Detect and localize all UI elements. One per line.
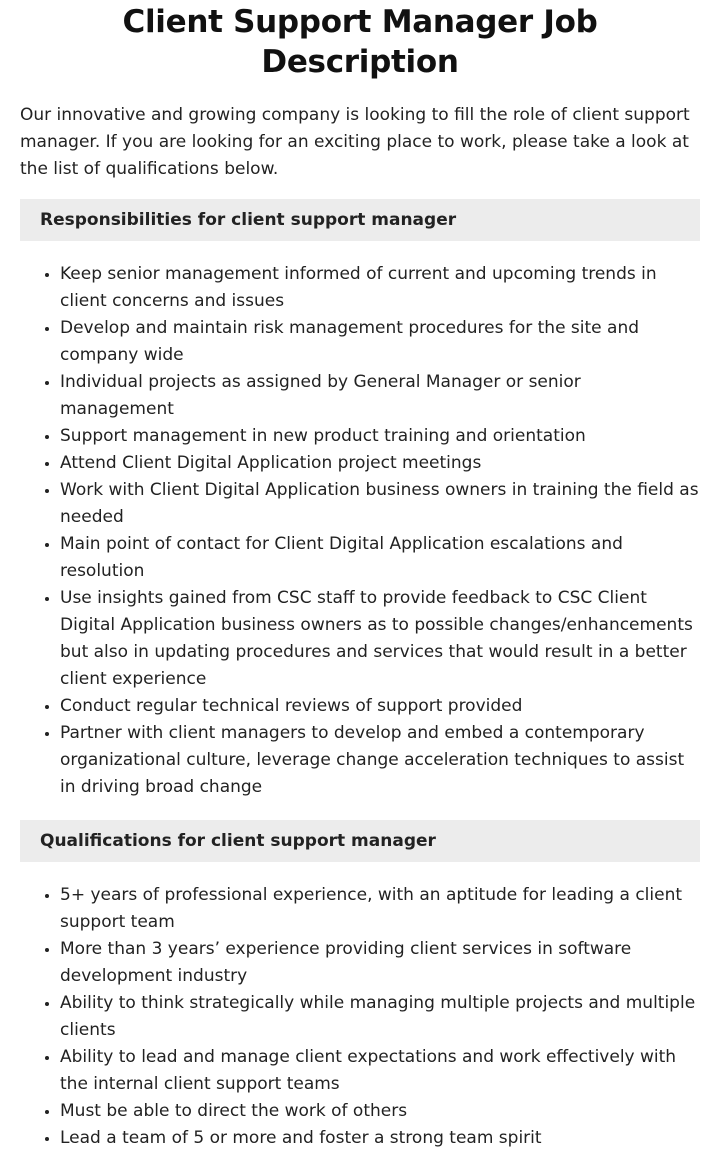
list-item: • Lead a team of 5 or more and foster a strong team spirit [60,1125,700,1152]
list-item: • Main point of contact for Client Digital Application escalations and resolution [60,531,700,585]
list-item: • Use insights gained from CSC staff to provide feedback to CSC Client Digital Application business owners as to possible changes/enhancements but also in updating procedures and services that would result in a better client experience [60,585,700,693]
responsibilities-list [20,261,700,801]
list-item: • More than 3 years’ experience providing client services in software development industry [60,936,700,990]
list-item: • Develop and maintain risk management procedures for the site and company wide [60,315,700,369]
list-item: • Keep senior management informed of current and upcoming trends in client concerns and issues [60,261,700,315]
list-item: • Partner with client managers to develop and embed a contemporary organizational culture, leverage change acceleration techniques to assist in driving broad change [60,720,700,801]
list-item: • Attend Client Digital Application project meetings [60,450,700,477]
responsibilities-heading: Responsibilities for client support manager [20,199,700,241]
list-item: • Support management in new product training and orientation [60,423,700,450]
intro-paragraph: Our innovative and growing company is looking to fill the role of client support manager. If you are looking for an exciting place to work, please take a look at the list of qualifications below. [20,105,690,179]
list-item: • 5+ years of professional experience, with an aptitude for leading a client support team [60,882,700,936]
page-title: Client Support Manager Job Description [122,4,598,80]
list-item: • Must be able to direct the work of others [60,1098,700,1125]
list-item: • Individual projects as assigned by General Manager or senior management [60,369,700,423]
list-item: • Ability to think strategically while managing multiple projects and multiple clients [60,990,700,1044]
list-item: • Ability to lead and manage client expectations and work effectively with the internal client support teams [60,1044,700,1098]
qualifications-heading: Qualifications for client support manager [20,820,700,862]
list-item: • Conduct regular technical reviews of support provided [60,693,700,720]
qualifications-list [20,882,700,1152]
list-item: • Work with Client Digital Application business owners in training the field as needed [60,477,700,531]
